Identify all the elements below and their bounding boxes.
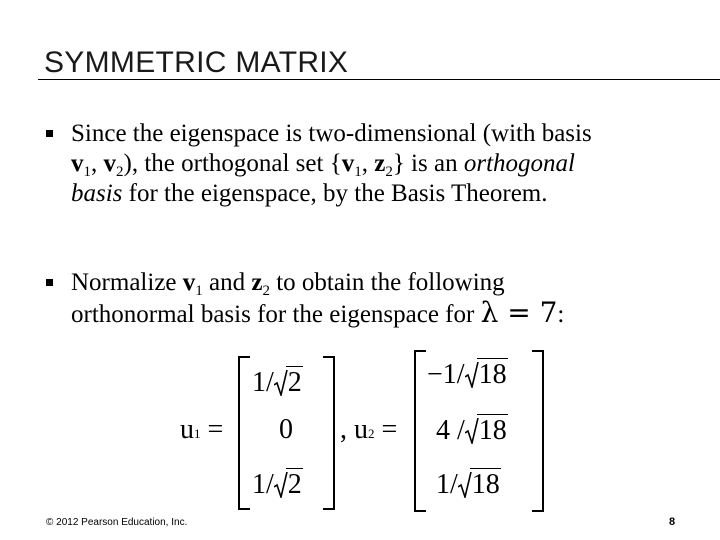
u2-subscript: 2 [368,426,375,441]
subscript-2: 2 [385,164,393,180]
radical-sign-icon [458,472,472,498]
bullet-1-line-3: for the eigenspace, by the Basis Theorem. [122,180,548,207]
u1-right-bracket [323,356,335,510]
u1-row-2 [279,414,293,446]
u1-left-bracket [238,356,250,510]
bullet-2-text [71,268,711,330]
bullet-2-segment: Normalize [71,269,183,296]
colon: : [557,301,565,328]
sqrt-icon [465,414,508,447]
u2-row-3 [436,468,501,501]
radical-sign-icon [274,370,288,396]
vector-z: z [374,150,386,177]
radical-sign-icon [465,418,479,444]
u2-r2-radicand: 18 [478,415,507,446]
page-number: 8 [669,516,676,528]
bullet-1-segment: ), the orthogonal set { [123,150,342,177]
bullet-square-shape [44,128,56,140]
vector-v: v [341,150,355,177]
subscript-2: 2 [262,283,270,299]
vector-v: v [182,269,196,296]
u1-row-3 [252,468,303,501]
u2-right-bracket [532,350,544,512]
u2-r3-numerator: 1/ [436,469,458,500]
bullet-1-text [71,119,711,209]
equals-sign: = [374,414,398,445]
vector-v: v [71,150,84,177]
bullet-2-segment: and [202,269,252,296]
u2-r1-numerator: −1/ [427,359,465,390]
u2-row-1 [427,358,508,391]
radical-sign-icon [465,362,479,388]
u1-r1-numerator: 1/ [252,367,274,398]
equals-sign: = [200,414,224,445]
u2-left-bracket [414,350,426,512]
u1-label [180,414,223,446]
sqrt-icon [458,468,501,501]
u2-r3-radicand: 18 [471,469,500,500]
u1-subscript: 1 [194,426,201,441]
sqrt-icon [274,366,303,399]
vector-v: v [103,150,116,177]
sqrt-icon [274,468,303,501]
title-underline [38,79,720,80]
bullet-2-segment: to obtain the following [269,269,505,296]
u2-r1-radicand: 18 [478,359,507,390]
comma: , [91,150,104,177]
copyright-footer: © 2012 Pearson Education, Inc. [46,517,188,528]
subscript-2: 2 [116,164,124,180]
vector-z: z [251,269,263,296]
subscript-1: 1 [354,164,362,180]
basis-emphasis: basis [71,180,123,207]
u2-label [340,414,397,446]
subscript-1: 1 [195,283,203,299]
u2-row-2 [436,414,508,447]
square-bullet-icon [44,277,56,289]
slide-title: SYMMETRIC MATRIX [44,46,349,79]
u-symbol: u [180,414,194,445]
lambda-equation: λ = 7 [480,296,558,329]
bullet-1-line-1: Since the eigenspace is two-dimensional (with basis [71,120,592,147]
square-bullet-icon [44,128,56,140]
u1-r3-radicand: 2 [287,469,302,500]
bullet-square-shape [44,277,56,289]
u1-r1-radicand: 2 [287,367,302,398]
u1-r2-value: 0 [279,414,293,445]
u1-r3-numerator: 1/ [252,469,274,500]
bullet-2-line-2: orthonormal basis for the eigenspace for [71,301,481,328]
sqrt-icon [465,358,508,391]
comma: , [361,150,375,177]
radical-sign-icon [274,472,288,498]
u2-symbol: , u [340,414,368,445]
u1-row-1 [252,366,303,399]
u2-r2-numerator: 4 / [436,415,465,446]
bullet-1-segment: } is an [392,150,464,177]
subscript-1: 1 [83,164,91,180]
orthogonal-emphasis: orthogonal [463,150,575,177]
